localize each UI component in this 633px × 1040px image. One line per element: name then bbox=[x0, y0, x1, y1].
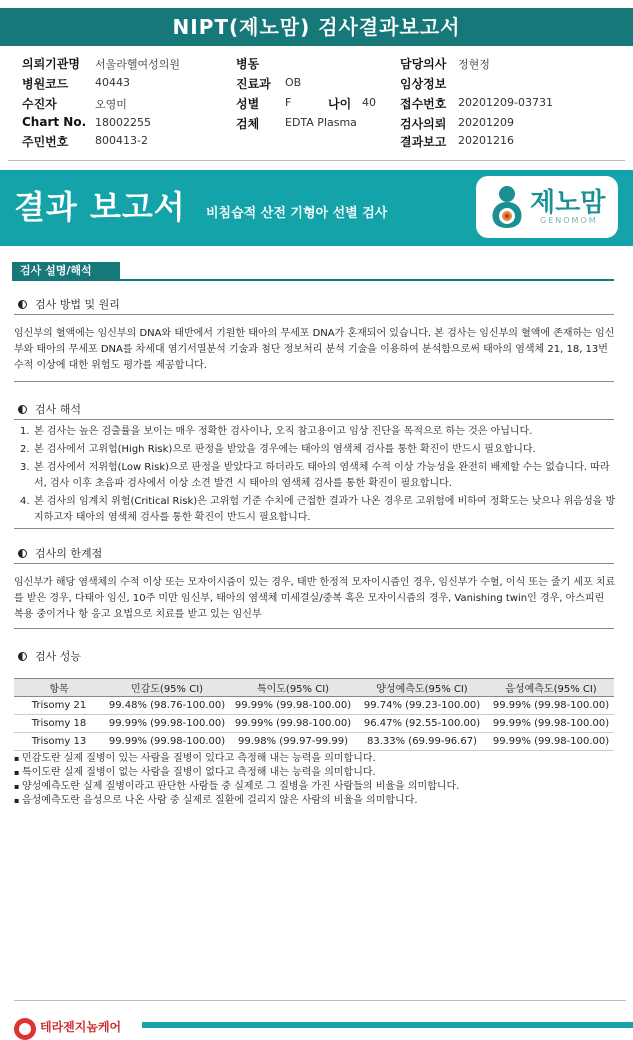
info-value-sex: F bbox=[285, 96, 292, 109]
genomom-logo-icon bbox=[488, 184, 526, 230]
divider bbox=[8, 160, 625, 161]
logo-text: 제노맘 bbox=[530, 188, 606, 218]
info-label-patient: 수진자 bbox=[22, 97, 57, 111]
table-header-row bbox=[14, 679, 614, 697]
info-value-chart: 18002255 bbox=[95, 116, 151, 129]
list-item bbox=[14, 460, 616, 492]
footer-bar bbox=[142, 1022, 633, 1028]
col-header: 항목 bbox=[14, 679, 104, 697]
table-row bbox=[14, 697, 614, 715]
info-label-ward: 병동 bbox=[236, 57, 260, 71]
method-text: 임신부의 혈액에는 임신부의 DNA와 태반에서 기원한 태아의 무세포 DNA가 혼재되어 있습니다. 본 검사는 임신부의 혈액에 존재하는 임신부와 태아의 무세포 DNA를 차세대 염기서열분석 기술과 첨단 정보처리 분석 기술을 이용하여 분석함으로써 태아의 염색체 21, 18, 13번 수적 이상에 대한 위험도 평가를 제공합니다. bbox=[14, 328, 615, 371]
list-item bbox=[14, 442, 616, 458]
theragen-logo-inner bbox=[19, 1023, 31, 1035]
banner-subtitle: 비침습적 산전 기형아 선별 검사 bbox=[206, 206, 388, 221]
half-circle-icon bbox=[18, 300, 27, 309]
banner-title: 결과 보고서 bbox=[14, 188, 186, 226]
list-number: 1. bbox=[20, 426, 30, 437]
logo-eng: GENOMOM bbox=[540, 216, 598, 225]
note-item: ▪ 음성예측도란 음성으로 나온 사람 중 실제로 질환에 걸리지 않은 사람의 비율을 의미합니다. bbox=[14, 794, 616, 808]
list-text: 본 검사의 임계치 위험(Critical Risk)은 고위험 기준 수치에 근접한 결과가 나온 경우로 고위험에 비하여 정확도는 낮으나 위음성을 방지하고자 태아의 염색체 검사를 통한 확진이 반드시 필요합니다. bbox=[34, 496, 616, 523]
performance-notes bbox=[14, 752, 616, 808]
table-cell: 99.99% (99.98-100.00) bbox=[104, 733, 230, 751]
info-label-chart: Chart No. bbox=[22, 115, 87, 129]
table-cell: 99.99% (99.98-100.00) bbox=[104, 715, 230, 733]
section-tab: 검사 설명/해석 bbox=[12, 262, 120, 279]
half-circle-icon bbox=[18, 549, 27, 558]
result-banner bbox=[0, 170, 633, 246]
table-row bbox=[14, 715, 614, 733]
col-header: 양성예측도(95% CI) bbox=[356, 679, 488, 697]
limitations-heading bbox=[18, 545, 102, 561]
patient-info-block bbox=[22, 55, 622, 155]
genomom-logo bbox=[476, 176, 618, 238]
interpretation-list bbox=[14, 424, 616, 528]
info-label-report: 결과보고 bbox=[400, 135, 447, 149]
col-header: 특이도(95% CI) bbox=[230, 679, 356, 697]
list-text: 본 검사에서 고위험(High Risk)으로 판정을 받았을 경우에는 태아의 염색체 검사를 통한 확진이 반드시 필요합니다. bbox=[34, 444, 536, 455]
half-circle-icon bbox=[18, 405, 27, 414]
info-label-specimen: 검체 bbox=[236, 117, 260, 131]
list-text: 본 검사는 높은 검출률을 보이는 매우 정확한 검사이나, 오직 참고용이고 임상 진단을 목적으로 하는 것은 아닙니다. bbox=[34, 426, 533, 437]
method-heading bbox=[18, 296, 120, 312]
info-value-department: OB bbox=[285, 76, 302, 89]
performance-heading bbox=[18, 648, 81, 664]
list-text: 본 검사에서 저위험(Low Risk)으로 판정을 받았다고 하더라도 태아의 염색체 수적 이상 가능성을 완전히 배제할 수는 없습니다. 따라서, 검사 이후 초음파 검사에서 이상 소견 발견 시 태아의 염색체 검사를 통한 확진이 필요합니다. bbox=[34, 462, 610, 489]
info-label-receipt: 접수번호 bbox=[400, 97, 447, 111]
info-value-institution: 서울라헬여성의원 bbox=[95, 58, 181, 71]
divider bbox=[14, 528, 614, 529]
method-heading-text: 검사 방법 및 원리 bbox=[35, 298, 120, 311]
info-label-clinical: 임상정보 bbox=[400, 77, 447, 91]
footer-company: 테라젠지놈케어 bbox=[40, 1020, 122, 1034]
limitations-heading-text: 검사의 한계점 bbox=[35, 547, 103, 560]
limitations-text: 임신부가 해당 염색체의 수적 이상 또는 모자이시즘이 있는 경우, 태반 한정적 모자이시즘인 경우, 임신부가 수혈, 이식 또는 줄기 세포 치료를 받은 경우, 다태아 임신, 10주 미만 임신부, 태아의 염색체 미세결실/중복 혹은 모자이시즘의 경우, Vanishing twin인 경우, 아스피린 복용 중이거나 항 응고 요법으로 치료를 받고 있는 임신부 bbox=[14, 577, 616, 620]
divider bbox=[14, 314, 614, 315]
info-label-resident-id: 주민번호 bbox=[22, 135, 69, 149]
info-value-receipt: 20201209-03731 bbox=[458, 96, 553, 109]
divider bbox=[14, 628, 614, 629]
divider bbox=[14, 381, 614, 382]
list-number: 2. bbox=[20, 444, 30, 455]
list-item bbox=[14, 424, 616, 440]
table-cell: 83.33% (69.99-96.67) bbox=[356, 733, 488, 751]
info-label-hospital-code: 병원코드 bbox=[22, 77, 69, 91]
table-cell: 99.99% (99.98-100.00) bbox=[488, 715, 614, 733]
info-value-patient: 오영미 bbox=[95, 98, 127, 111]
note-item: ▪ 민감도란 실제 질병이 있는 사람을 질병이 있다고 측정해 내는 능력을 의미합니다. bbox=[14, 752, 616, 766]
divider bbox=[14, 419, 614, 420]
section-line bbox=[12, 279, 614, 281]
interpretation-heading bbox=[18, 401, 81, 417]
table-cell: 96.47% (92.55-100.00) bbox=[356, 715, 488, 733]
table-cell: 99.99% (99.98-100.00) bbox=[230, 715, 356, 733]
list-item bbox=[14, 494, 616, 526]
note-item: ▪ 특이도란 실제 질병이 없는 사람을 질병이 없다고 측정해 내는 능력을 의미합니다. bbox=[14, 766, 616, 780]
info-value-hospital-code: 40443 bbox=[95, 76, 130, 89]
divider bbox=[14, 563, 614, 564]
table-cell: 99.99% (99.98-100.00) bbox=[488, 733, 614, 751]
table-cell: 99.74% (99.23-100.00) bbox=[356, 697, 488, 715]
info-label-age: 나이 bbox=[328, 97, 352, 111]
table-cell: Trisomy 13 bbox=[14, 733, 104, 751]
info-label-request: 검사의뢰 bbox=[400, 117, 447, 131]
half-circle-icon bbox=[18, 652, 27, 661]
col-header: 민감도(95% CI) bbox=[104, 679, 230, 697]
table-cell: Trisomy 18 bbox=[14, 715, 104, 733]
table-row bbox=[14, 733, 614, 751]
table-cell: 99.48% (98.76-100.00) bbox=[104, 697, 230, 715]
divider bbox=[14, 1000, 626, 1001]
info-value-request: 20201209 bbox=[458, 116, 514, 129]
info-label-institution: 의뢰기관명 bbox=[22, 57, 80, 71]
table-cell: 99.99% (99.98-100.00) bbox=[488, 697, 614, 715]
info-value-resident-id: 800413-2 bbox=[95, 134, 148, 147]
info-value-doctor: 정현정 bbox=[458, 58, 490, 71]
report-title: NIPT(제노맘) 검사결과보고서 bbox=[0, 8, 633, 46]
info-value-age: 40 bbox=[362, 96, 376, 109]
table-cell: 99.98% (99.97-99.99) bbox=[230, 733, 356, 751]
list-number: 4. bbox=[20, 496, 30, 507]
note-item: ▪ 양성예측도란 실제 질병이라고 판단한 사람들 중 실제로 그 질병을 가진 사람들의 비율을 의미합니다. bbox=[14, 780, 616, 794]
performance-table bbox=[14, 678, 614, 751]
performance-heading-text: 검사 성능 bbox=[35, 650, 82, 663]
interpretation-heading-text: 검사 해석 bbox=[35, 403, 82, 416]
col-header: 음성예측도(95% CI) bbox=[488, 679, 614, 697]
info-label-doctor: 담당의사 bbox=[400, 57, 447, 71]
info-label-sex: 성별 bbox=[236, 97, 260, 111]
table-cell: Trisomy 21 bbox=[14, 697, 104, 715]
info-value-report: 20201216 bbox=[458, 134, 514, 147]
list-number: 3. bbox=[20, 462, 30, 473]
info-value-specimen: EDTA Plasma bbox=[285, 116, 357, 129]
info-label-department: 진료과 bbox=[236, 77, 271, 91]
table-cell: 99.99% (99.98-100.00) bbox=[230, 697, 356, 715]
